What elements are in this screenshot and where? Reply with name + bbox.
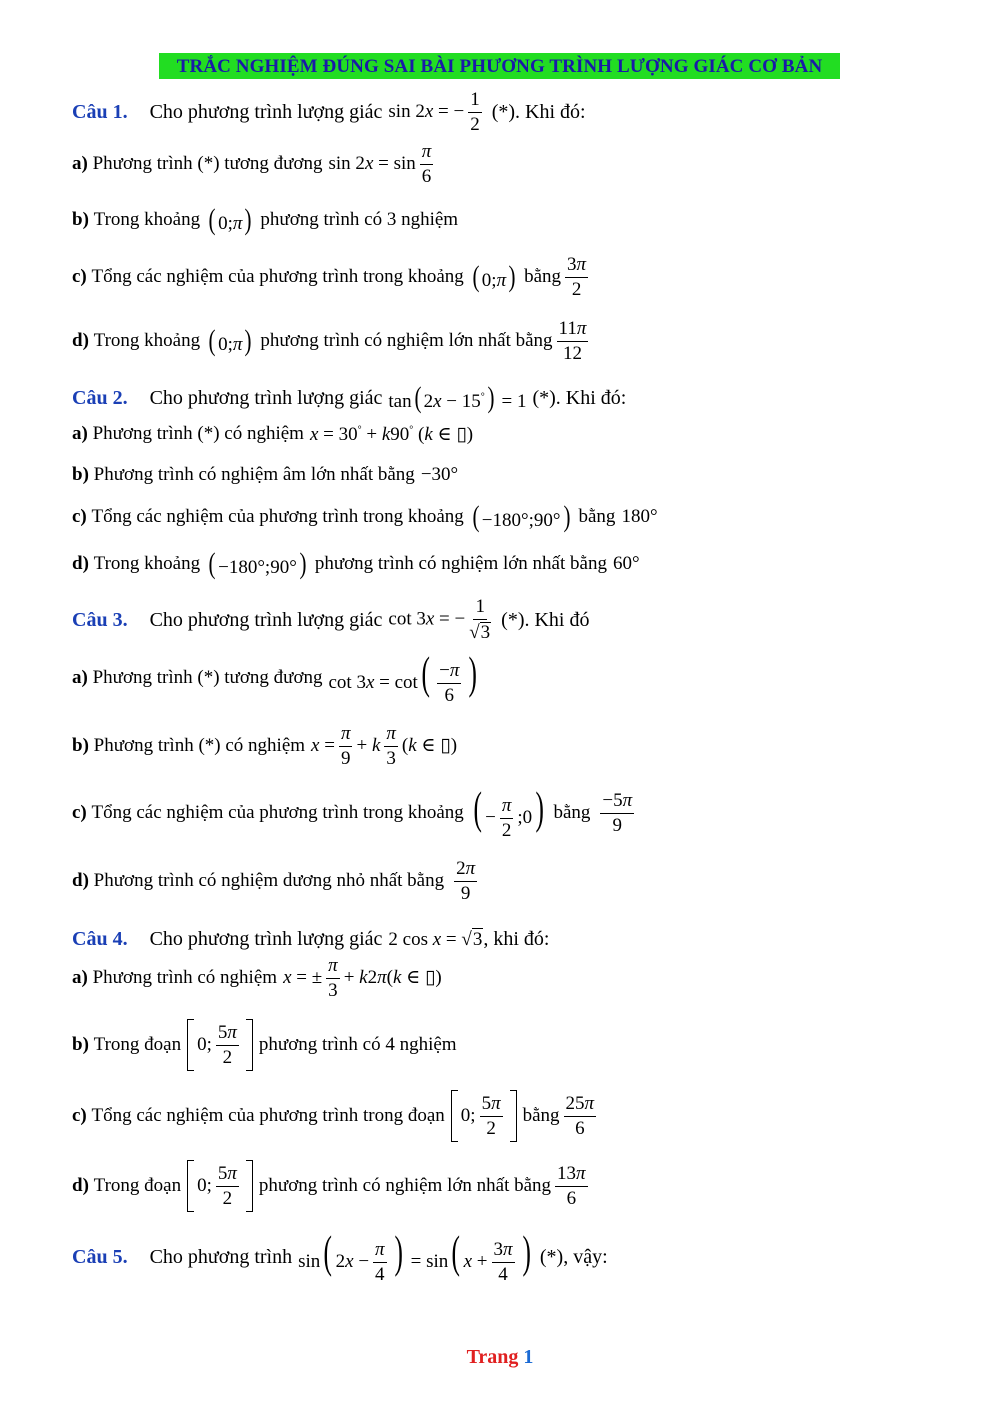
question-text: Cho phương trình lượng giác <box>149 608 383 631</box>
math-value: $\frac{11\pi}{12}$ <box>558 317 587 364</box>
math-value: $\frac{3\pi}{2}$ <box>567 253 587 300</box>
question-suffix: , khi đó: <box>483 927 550 950</box>
question-suffix: (*). Khi đó <box>501 608 590 631</box>
option-text: bằng <box>524 266 562 287</box>
option-text: Trong khoảng <box>93 209 201 230</box>
option-label: a) <box>72 667 88 688</box>
option-label: c) <box>72 266 87 287</box>
page-title: TRẮC NGHIỆM ĐÚNG SAI BÀI PHƯƠNG TRÌNH LƯỢNG GIÁC CƠ BẢN <box>159 53 840 79</box>
question-text: Cho phương trình <box>149 1245 293 1268</box>
option-3c <box>72 783 638 843</box>
question-label: Câu 2. <box>72 386 128 409</box>
math-expression: x = $\frac{\pi}{9}$ + k $\frac{\pi}{3}$ (k ∈ ▯) <box>311 722 458 769</box>
math-expression: cot 3x = cot( $\frac{-\pi}{6}$ ) <box>328 646 478 707</box>
option-text: Phương trình (*) có nghiệm <box>93 735 306 756</box>
question-label: Câu 5. <box>72 1245 128 1268</box>
math-value: −30° <box>420 464 459 485</box>
math-equation: cot 3x = − 1 √ 3 <box>388 596 491 643</box>
page-footer <box>0 1346 1000 1369</box>
option-3b <box>72 716 457 776</box>
option-3a <box>72 648 481 708</box>
math-equation: sin( 2x − $\frac{\pi}{4}$ ) = sin( x + $\frac{3\pi}{4}$ ) <box>298 1225 531 1286</box>
option-4c <box>72 1086 600 1146</box>
option-label: d) <box>72 330 89 351</box>
question-text: Cho phương trình lượng giác <box>149 927 383 950</box>
option-text: Tổng các nghiệm của phương trình trong khoảng <box>91 266 464 287</box>
option-1d <box>72 311 592 371</box>
math-interval: 0; $\frac{5\pi}{2}$ <box>187 1160 253 1212</box>
option-text: bằng <box>578 506 616 527</box>
option-label: c) <box>72 1105 87 1126</box>
option-label: a) <box>72 423 88 444</box>
math-interval: ( − $\frac{\pi}{2}$ ;0) <box>473 781 545 842</box>
option-text: Phương trình có nghiệm dương nhỏ nhất bằng <box>93 870 445 891</box>
math-equation: 2 cos x = √ 3 <box>388 928 483 950</box>
math-interval: 0; $\frac{5\pi}{2}$ <box>451 1090 517 1142</box>
question-label: Câu 3. <box>72 608 128 631</box>
option-text: Phương trình (*) có nghiệm <box>92 423 304 444</box>
option-label: b) <box>72 735 89 756</box>
math-equation: sin 2x = − $\frac{1}{2}$ <box>388 88 480 135</box>
option-text: Phương trình có nghiệm âm lớn nhất bằng <box>93 464 415 485</box>
option-label: a) <box>72 967 88 988</box>
math-value: $\frac{25\pi}{6}$ <box>565 1092 595 1139</box>
math-interval: ( −180°;90°) <box>208 547 307 580</box>
option-4a <box>72 948 442 1008</box>
option-label: c) <box>72 802 87 823</box>
math-value: $\frac{13\pi}{6}$ <box>557 1162 586 1209</box>
question-label: Câu 4. <box>72 927 128 950</box>
option-text: Phương trình có nghiệm <box>92 967 278 988</box>
math-value: 180° <box>621 506 658 527</box>
question-suffix: (*). Khi đó: <box>491 100 586 123</box>
option-text: bằng <box>553 802 591 823</box>
page-word: Trang <box>466 1346 519 1368</box>
option-text: Trong khoảng <box>93 330 201 351</box>
option-label: a) <box>72 153 88 174</box>
option-label: d) <box>72 553 89 574</box>
option-4b <box>72 1015 457 1075</box>
option-label: d) <box>72 870 89 891</box>
math-interval: ( 0;π) <box>208 203 252 236</box>
question-label: Câu 1. <box>72 100 128 123</box>
option-text: Trong đoạn <box>93 1175 182 1196</box>
math-expression: x = 30° + k90° (k ∈ ▯) <box>309 423 474 445</box>
option-label: b) <box>72 1034 89 1055</box>
option-text: phương trình có nghiệm lớn nhất bằng <box>314 553 607 574</box>
math-value: $\frac{2\pi}{9}$ <box>456 857 476 904</box>
option-1a <box>72 134 437 194</box>
option-text: Tổng các nghiệm của phương trình trong khoảng <box>91 802 464 823</box>
page-number: 1 <box>523 1346 534 1368</box>
math-value: 60° <box>612 553 640 574</box>
option-text: Trong khoảng <box>93 553 201 574</box>
question-suffix: (*), vậy: <box>539 1245 608 1268</box>
option-text: Tổng các nghiệm của phương trình trong khoảng <box>91 506 464 527</box>
math-interval: ( −180°;90°) <box>472 500 570 533</box>
math-interval: ( 0;π) <box>472 260 516 293</box>
option-text: phương trình có 3 nghiệm <box>260 209 459 230</box>
question-text: Cho phương trình lượng giác <box>149 386 383 409</box>
math-interval: 0; $\frac{5\pi}{2}$ <box>187 1019 253 1071</box>
option-text: Phương trình (*) tương đương <box>92 153 323 174</box>
question-1 <box>72 82 586 142</box>
question-5 <box>72 1227 608 1287</box>
option-label: b) <box>72 464 89 485</box>
question-text: Cho phương trình lượng giác <box>149 100 383 123</box>
option-1c <box>72 247 592 307</box>
math-value: $\frac{-5\pi}{9}$ <box>602 789 633 836</box>
option-label: c) <box>72 506 87 527</box>
math-expression: x = ± $\frac{\pi}{3}$ + k2π(k ∈ ▯) <box>283 954 442 1001</box>
option-text: phương trình có nghiệm lớn nhất bằng <box>258 1175 552 1196</box>
option-2d <box>72 534 640 594</box>
option-label: d) <box>72 1175 89 1196</box>
option-text: phương trình có 4 nghiệm <box>258 1034 457 1055</box>
option-text: Phương trình (*) tương đương <box>92 667 323 688</box>
option-text: phương trình có nghiệm lớn nhất bằng <box>260 330 553 351</box>
math-interval: ( 0;π) <box>208 324 252 357</box>
option-1b <box>72 190 458 250</box>
math-equation: tan( 2x − 15°) = 1 <box>388 381 527 414</box>
option-text: bằng <box>522 1105 560 1126</box>
option-text: Tổng các nghiệm của phương trình trong đoạn <box>91 1105 445 1126</box>
option-4d <box>72 1156 592 1216</box>
question-3 <box>72 590 590 650</box>
math-expression: sin 2x = sin $\frac{\pi}{6}$ <box>328 140 432 187</box>
option-text: Trong đoạn <box>93 1034 182 1055</box>
option-3d <box>72 851 481 911</box>
option-label: b) <box>72 209 89 230</box>
question-suffix: (*). Khi đó: <box>532 386 627 409</box>
